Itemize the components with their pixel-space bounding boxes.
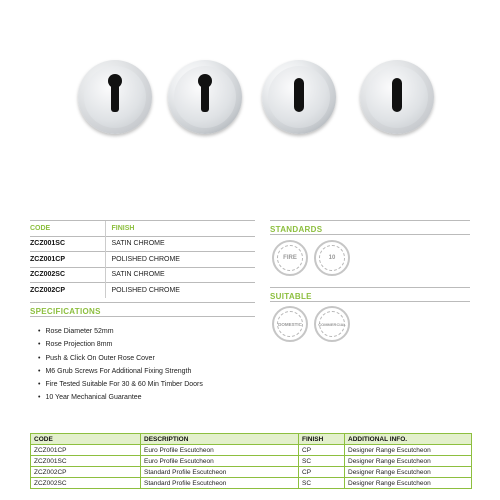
- product-code: ZCZ002SC: [30, 267, 105, 283]
- table-row: [30, 236, 255, 252]
- cell-additional-info: Designer Range Escutcheon: [345, 478, 472, 489]
- cell-description: Euro Profile Escutcheon: [141, 456, 299, 467]
- cell-finish: CP: [299, 445, 345, 456]
- cell-code: ZCZ001SC: [31, 456, 141, 467]
- product-finish: SATIN CHROME: [105, 267, 255, 283]
- table-row: [31, 478, 472, 489]
- code-header: CODE: [30, 221, 105, 237]
- column-header-additional-info: ADDITIONAL INFO.: [345, 434, 472, 445]
- product-code: ZCZ001CP: [30, 252, 105, 268]
- cell-description: Standard Profile Escutcheon: [141, 467, 299, 478]
- product-finish: POLISHED CHROME: [105, 283, 255, 299]
- product-finish: SATIN CHROME: [105, 236, 255, 252]
- table-row: [31, 467, 472, 478]
- cell-finish: SC: [299, 478, 345, 489]
- list-item: • 10 Year Mechanical Guarantee: [38, 391, 203, 404]
- product-code: ZCZ001SC: [30, 236, 105, 252]
- fire-rated-badge-icon: FIRE: [272, 240, 308, 276]
- list-item: • Rose Projection 8mm: [38, 338, 203, 351]
- cell-additional-info: Designer Range Escutcheon: [345, 467, 472, 478]
- standards-heading-bar: [270, 220, 470, 235]
- product-finish: POLISHED CHROME: [105, 252, 255, 268]
- cell-finish: CP: [299, 467, 345, 478]
- specifications-list: [38, 325, 203, 405]
- product-finish-table: [30, 220, 255, 298]
- euro-escutcheon-polished-image: [168, 60, 242, 134]
- list-item: • Fire Tested Suitable For 30 & 60 Min Timber Doors: [38, 378, 203, 391]
- cell-additional-info: Designer Range Escutcheon: [345, 456, 472, 467]
- column-header-code: CODE: [31, 434, 141, 445]
- suitable-heading-bar: [270, 287, 470, 302]
- product-code-table: [30, 433, 472, 489]
- product-code: ZCZ002CP: [30, 283, 105, 299]
- cell-additional-info: Designer Range Escutcheon: [345, 445, 472, 456]
- list-item: • Rose Diameter 52mm: [38, 325, 203, 338]
- product-images: [0, 60, 500, 150]
- cell-description: Euro Profile Escutcheon: [141, 445, 299, 456]
- standard-escutcheon-polished-image: [262, 60, 336, 134]
- ten-year-guarantee-badge-icon: 10: [314, 240, 350, 276]
- cell-code: ZCZ002SC: [31, 478, 141, 489]
- cell-code: ZCZ002CP: [31, 467, 141, 478]
- table-row: [31, 445, 472, 456]
- column-header-description: DESCRIPTION: [141, 434, 299, 445]
- column-header-finish: FINISH: [299, 434, 345, 445]
- table-row: [30, 267, 255, 283]
- specifications-heading: SPECIFICATIONS: [30, 307, 101, 316]
- standard-escutcheon-satin-image: [360, 60, 434, 134]
- table-row: [30, 252, 255, 268]
- cell-code: ZCZ001CP: [31, 445, 141, 456]
- cell-description: Standard Profile Escutcheon: [141, 478, 299, 489]
- finish-header: FINISH: [105, 221, 255, 237]
- commercial-badge-icon: COMMERCIAL: [314, 306, 350, 342]
- suitable-heading: SUITABLE: [270, 292, 312, 301]
- euro-escutcheon-satin-image: [78, 60, 152, 134]
- standards-heading: STANDARDS: [270, 225, 323, 234]
- domestic-badge-icon: DOMESTIC: [272, 306, 308, 342]
- table-row: [31, 456, 472, 467]
- list-item: • M6 Grub Screws For Additional Fixing Strength: [38, 365, 203, 378]
- specifications-heading-bar: [30, 302, 255, 317]
- list-item: • Push & Click On Outer Rose Cover: [38, 352, 203, 365]
- cell-finish: SC: [299, 456, 345, 467]
- table-row: [30, 283, 255, 299]
